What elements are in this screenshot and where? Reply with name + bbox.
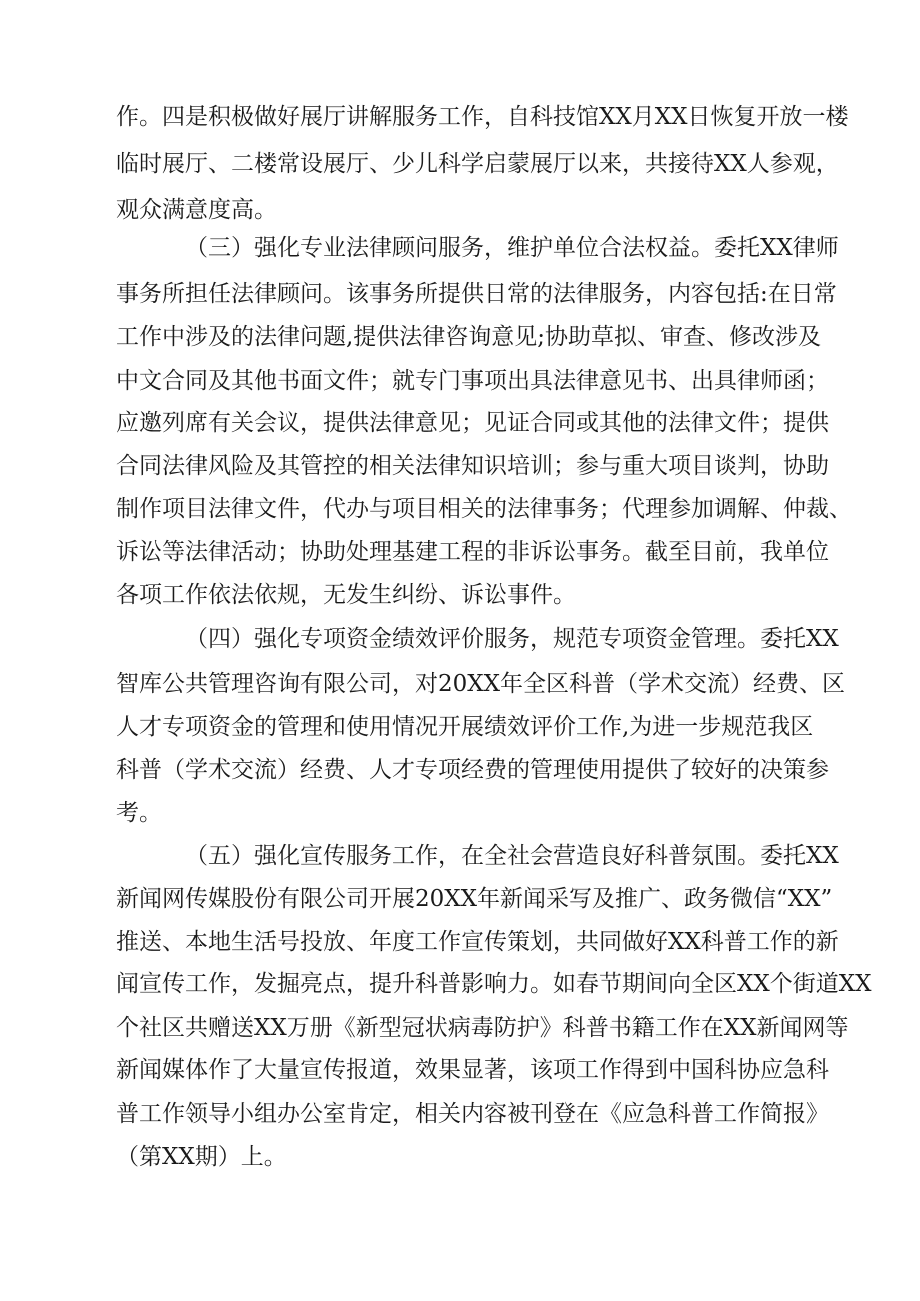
text-line-19: 新闻网传媒股份有限公司开展20XX年新闻采写及推广、政务微信“XX” bbox=[116, 886, 833, 912]
text-line-1: 作。四是积极做好展厅讲解服务工作，自科技馆XX月XX日恢复开放一楼 bbox=[116, 104, 849, 130]
text-line-12: 各项工作依法依规，无发生纠纷、诉讼事件。 bbox=[116, 582, 576, 608]
text-line-2: 临时展厅、二楼常设展厅、少儿科学启蒙展厅以来，共接待XX人参观， bbox=[116, 151, 839, 177]
text-line-24: 普工作领导小组办公室肯定，相关内容被刊登在《应急科普工作简报》 bbox=[116, 1101, 829, 1127]
text-line-7: 中文合同及其他书面文件；就专门事项出具法律意见书、出具律师函； bbox=[116, 368, 829, 394]
text-line-20: 推送、本地生活号投放、年度工作宣传策划，共同做好XX科普工作的新 bbox=[116, 929, 839, 955]
text-line-9: 合同法律风险及其管控的相关法律知识培训；参与重大项目谈判，协助 bbox=[116, 453, 829, 479]
text-line-5: 事务所担任法律顾问。该事务所提供日常的法律服务，内容包括:在日常 bbox=[116, 281, 837, 307]
text-line-18: （五）强化宣传服务工作，在全社会营造良好科普氛围。委托XX bbox=[185, 843, 839, 869]
text-line-6: 工作中涉及的法律问题,提供法律咨询意见;协助草拟、审查、修改涉及 bbox=[116, 324, 822, 350]
text-line-25: （第XX期）上。 bbox=[116, 1144, 287, 1170]
text-line-17: 考。 bbox=[116, 800, 162, 826]
text-line-10: 制作项目法律文件，代办与项目相关的法律事务；代理参加调解、仲裁、 bbox=[116, 496, 852, 522]
text-line-8: 应邀列席有关会议，提供法律意见；见证合同或其他的法律文件；提供 bbox=[116, 410, 829, 436]
text-line-13: （四）强化专项资金绩效评价服务，规范专项资金管理。委托XX bbox=[185, 626, 839, 652]
text-line-4: （三）强化专业法律顾问服务，维护单位合法权益。委托XX律师 bbox=[185, 235, 839, 261]
text-line-15: 人才专项资金的管理和使用情况开展绩效评价工作,为进一步规范我区 bbox=[116, 714, 814, 740]
text-line-3: 观众满意度高。 bbox=[116, 197, 277, 223]
text-line-14: 智库公共管理咨询有限公司，对20XX年全区科普（学术交流）经费、区 bbox=[116, 671, 846, 697]
text-line-11: 诉讼等法律活动；协助处理基建工程的非诉讼事务。截至目前，我单位 bbox=[116, 539, 829, 565]
text-line-23: 新闻媒体作了大量宣传报道，效果显著，该项工作得到中国科协应急科 bbox=[116, 1057, 829, 1083]
text-line-21: 闻宣传工作，发掘亮点，提升科普影响力。如春节期间向全区XX个街道XX bbox=[116, 971, 872, 997]
text-line-16: 科普（学术交流）经费、人才专项经费的管理使用提供了较好的决策参 bbox=[116, 757, 829, 783]
text-line-22: 个社区共赠送XX万册《新型冠状病毒防护》科普书籍工作在XX新闻网等 bbox=[116, 1015, 849, 1041]
